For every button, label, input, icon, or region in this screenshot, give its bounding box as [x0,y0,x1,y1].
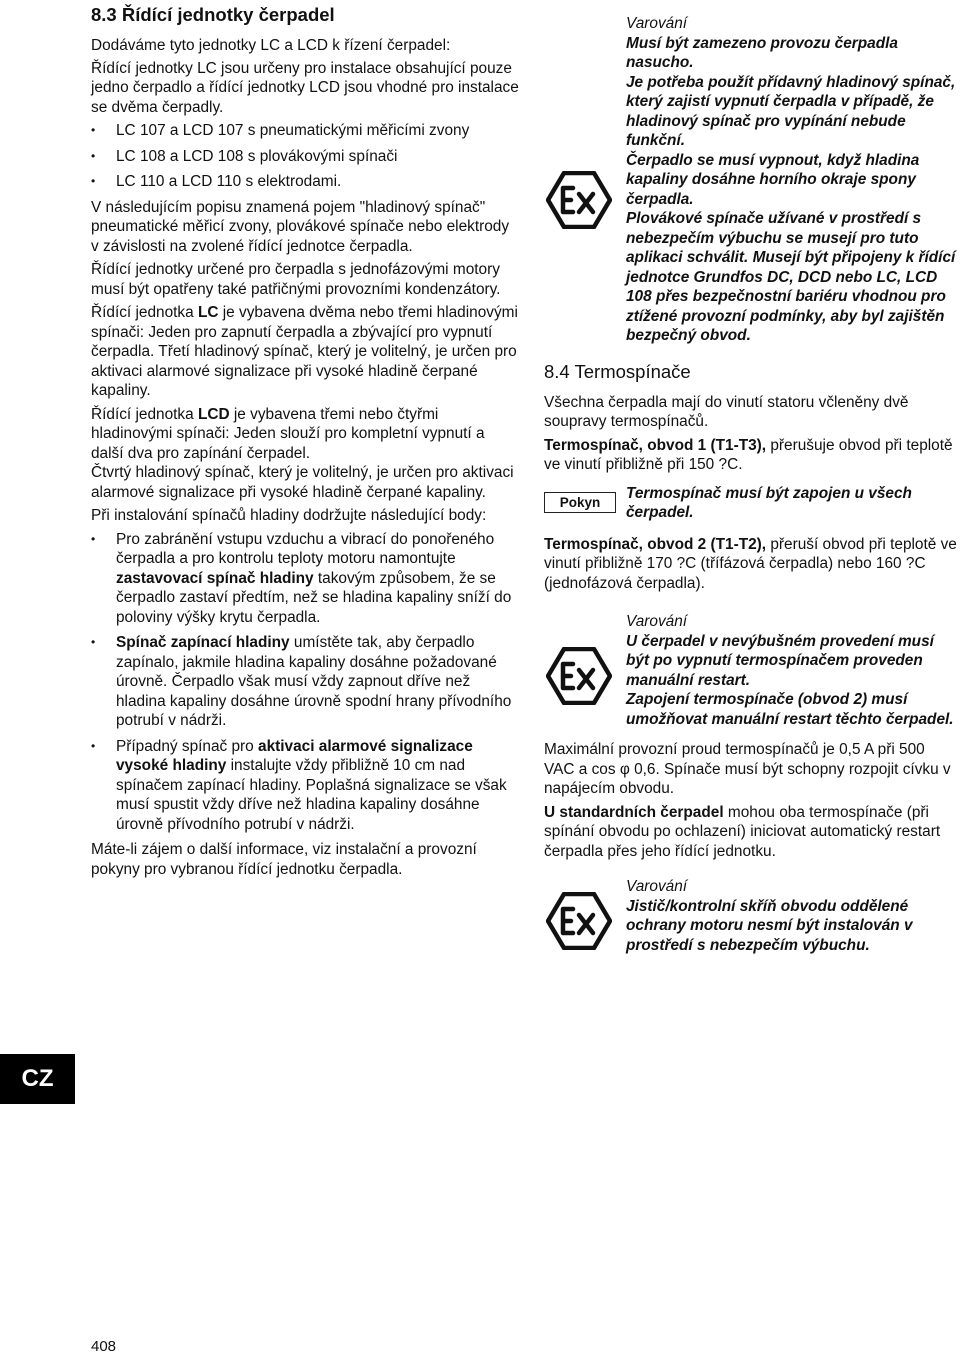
language-tab: CZ [0,1054,75,1104]
list-item: • LC 108 a LCD 108 s plovákovými spínači [91,147,521,167]
warning-block-manual-restart [544,612,958,729]
page-number: 408 [91,1338,117,1355]
warning-line: Čerpadlo se musí vypnout, když hladina kapaliny dosáhne horního okraje spony čerpadla. [626,151,920,208]
warning-title: Varování [626,15,688,32]
section-heading-8-4: 8.4 Termospínače [544,360,691,382]
circuit-2-paragraph: Termospínač, obvod 2 (T1-T2), přeruší obvod při teplotě ve vinutí přibližně 170 ?C (třífázová čerpadla) nebo 160 ?C (jednofázová čerpadla). [544,535,957,592]
single-phase-paragraph: Řídící jednotky určené pro čerpadla s jednofázovými motory musí být opatřeny také patřičnými provozními kondenzátory. [91,261,501,298]
lc-description-paragraph: Řídící jednotka LC je vybavena dvěma nebo třemi hladinovými spínači: Jeden pro zapnutí čerpadla a zbývající pro vypnutí čerpadla. Třetí hladinový spínač, který je volitelný, je určen pro aktivaci alarmové signalizace při vysoké hladině čerpané kapaliny. [91,304,518,399]
two-sets-paragraph: Všechna čerpadla mají do vinutí statoru včleněny dvě soupravy termospínačů. [544,393,909,430]
install-list [91,530,521,835]
warning-block-motor-protection [544,877,958,955]
warning-title: Varování [626,878,688,895]
section-number: 8.3 [91,4,117,25]
warning-line: Je potřeba použít přídavný hladinový spínač, který zajistí vypnutí čerpadla v případě, že hladinový spínač pro vypínání nebude funkční. [626,73,956,149]
section-heading-8-3 [91,4,521,26]
lcd-description-paragraph: Řídící jednotka LCD je vybavena třemi nebo čtyřmi hladinovými spínači: Jeden slouží pro kompletní vypnutí a další dva pro zapínání čerpadel. [91,405,485,462]
fourth-switch-paragraph: Čtvrtý hladinový spínač, který je volitelný, je určen pro aktivaci alarmové signalizace při vysoké hladině čerpané kapaliny. [91,464,514,501]
max-current-paragraph: Maximální provozní proud termospínačů je 0,5 A při 500 VAC a cos φ 0,6. Spínače musí být schopny rozpojit cívku v napájecím obvodu. [544,741,951,797]
intro-paragraph: Dodáváme tyto jednotky LC a LCD k řízení čerpadel: [91,37,451,54]
warning-line: U čerpadel v nevýbušném provedení musí být po vypnutí termospínačem proveden manuální restart. [626,632,934,689]
section-title: Řídící jednotky čerpadel [116,4,335,25]
warning-line: Jistič/kontrolní skříň obvodu oddělené ochrany motoru nesmí být instalován v prostředí s nebezpečím výbuchu. [626,897,913,954]
right-column [544,14,958,955]
list-item: • Případný spínač pro aktivaci alarmové signalizace vysoké hladiny instalujte vždy přibližně 10 cm nad spínačem zapínací hladiny. Poplašná signalizace se však musí spustit vždy dříve než hladina kapaliny dosáhne úrovně přívodního potrubí v nádrži. [91,737,521,835]
warning-line: Musí být zamezeno provozu čerpadla nasucho. [626,34,898,71]
term-paragraph: V následujícím popisu znamená pojem "hladinový spínač" pneumatické měřicí zvony, plovákové spínače nebo elektrody v závislosti na zvolené řídící jednotce čerpadla. [91,198,510,255]
explosion-protection-icon [546,892,612,950]
list-item: • Pro zabránění vstupu vzduchu a vibrací do ponořeného čerpadla a pro kontrolu teploty motoru namontujte zastavovací spínač hladiny takovým způsobem, že se čerpadlo zastaví předtím, než se hladina kapaliny sníží do poloviny výšky krytu čerpadla. [91,530,521,628]
unit-list [91,121,521,192]
note-text: Termospínač musí být zapojen u všech čerpadel. [626,484,912,521]
warning-block-dry-running [544,14,958,346]
list-item: • LC 110 a LCD 110 s elektrodami. [91,172,521,192]
warning-title: Varování [626,613,688,630]
lc-lcd-paragraph: Řídící jednotky LC jsou určeny pro instalace obsahující pouze jedno čerpadlo a řídící jednotky LCD jsou vhodné pro instalace se dvěma čerpadly. [91,59,519,116]
standard-pumps-paragraph: U standardních čerpadel mohou oba termospínače (při spínání obvodu po ochlazení) iniciovat automatický restart čerpadla přes jeho řídící jednotku. [544,803,941,860]
install-paragraph: Při instalování spínačů hladiny dodržujte následující body: [91,507,487,524]
note-label: Pokyn [544,492,616,513]
more-info-paragraph: Máte-li zájem o další informace, viz instalační a provozní pokyny pro vybranou řídící jednotku čerpadla. [91,841,477,878]
explosion-protection-icon [546,171,612,229]
circuit-1-paragraph: Termospínač, obvod 1 (T1-T3), přerušuje obvod při teplotě ve vinutí přibližně při 150 ?C. [544,436,953,473]
list-item: • Spínač zapínací hladiny umístěte tak, aby čerpadlo zapínalo, jakmile hladina kapaliny dosáhne požadované úrovně. Čerpadlo však musí vždy zapnout dříve než hladina kapaliny dosáhne úrovně spodní hrany přívodního potrubí v nádrži. [91,633,521,731]
warning-line: Plovákové spínače užívané v prostředí s nebezpečím výbuchu se musejí pro tuto aplikaci schválit. Musejí být připojeny k řídící jednotce Grundfos DC, DCD nebo LC, LCD 108 přes bezpečnostní bariéru vhodnou pro ztížené provozní podmínky, aby byl zajištěn bezpečný obvod. [626,210,956,344]
list-item: • LC 107 a LCD 107 s pneumatickými měřicími zvony [91,121,521,141]
explosion-protection-icon [546,647,612,705]
left-column [91,4,521,879]
note-block [544,484,958,523]
warning-line: Zapojení termospínače (obvod 2) musí umožňovat manuální restart těchto čerpadel. [626,691,954,728]
